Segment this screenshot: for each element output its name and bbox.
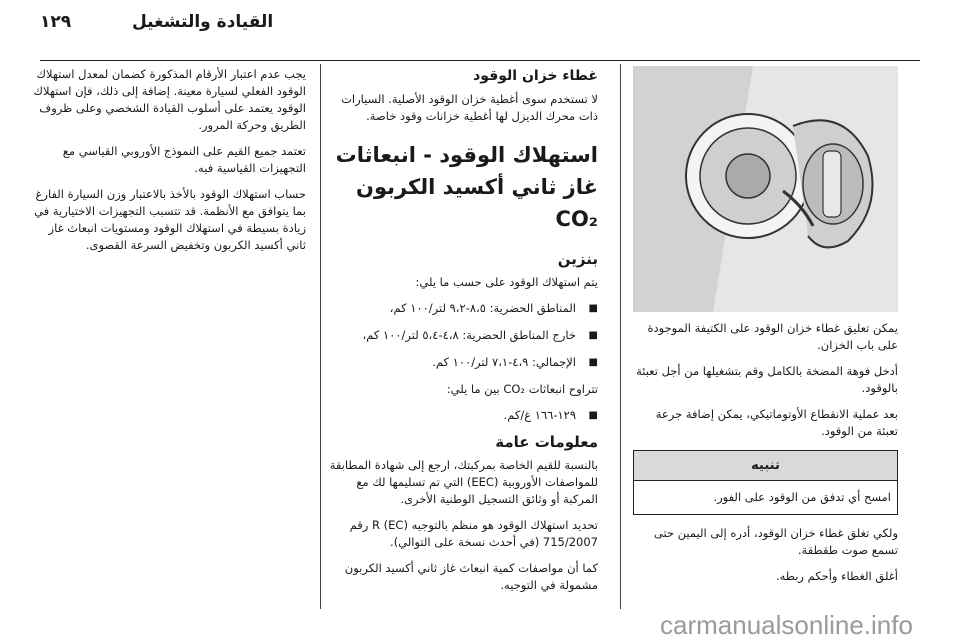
subheading-general: معلومات عامة <box>495 433 598 451</box>
paragraph: كما أن مواصفات كمية انبعاث غاز ثاني أكسيد الكربون مشمولة في التوجيه. <box>344 561 598 592</box>
emissions-list <box>328 407 598 424</box>
consumption-list <box>328 300 598 371</box>
paragraph: ولكي تغلق غطاء خزان الوقود، أدره إلى اليمين حتى تسمع صوت طقطقة. <box>653 526 898 557</box>
page-header <box>40 10 910 46</box>
header-rule <box>40 60 920 61</box>
column-right <box>633 66 898 594</box>
paragraph: بالنسبة للقيم الخاصة بمركبتك، ارجع إلى شهادة المطابقة للمواصفات الأوروبية (EEC) التي تم تسليمها لك مع المركبة أو وثائق التسجيل الوطنية الأخرى. <box>329 458 598 506</box>
paragraph: بعد عملية الانقطاع الأوتوماتيكي، يمكن إضافة جرعة تعبئة من الوقود. <box>655 407 898 438</box>
column-left <box>30 66 306 263</box>
fuel-door-open-cap-icon <box>633 66 898 312</box>
column-divider-right <box>620 64 621 609</box>
notice-title: تنبيه <box>634 451 897 481</box>
notice-body: امسح أي تدفق من الوقود على الفور. <box>713 490 891 504</box>
list-item: ■ ١٢٩-١٦٦ غ/كم. <box>328 407 598 424</box>
paragraph: يتم استهلاك الوقود على حسب ما يلي: <box>415 275 598 289</box>
paragraph: لا تستخدم سوى أغطية خزان الوقود الأصلية. السيارات ذات محرك الديزل لها أغطية خزانات وقود خاصة. <box>341 92 598 123</box>
running-title: القيادة والتشغيل <box>132 12 274 32</box>
notice-box <box>633 450 898 515</box>
paragraph: أغلق الغطاء وأحكم ربطه. <box>775 569 898 583</box>
section-heading: غطاء خزان الوقود <box>473 68 598 84</box>
subheading-petrol: بنزين <box>557 250 598 268</box>
list-item: ■ المناطق الحضرية: ٨،٥-٩،٢ لتر/١٠٠ كم، <box>328 300 598 317</box>
main-heading: استهلاك الوقود - انبعاثات غاز ثاني أكسيد الكربون CO₂ <box>335 143 598 231</box>
paragraph: تعتمد جميع القيم على النموذج الأوروبي القياسي مع التجهيزات القياسية فيه. <box>62 144 306 175</box>
fuel-door-figure <box>633 66 898 312</box>
paragraph: تتراوح انبعاثات CO₂ بين ما يلي: <box>446 382 598 396</box>
list-item: ■ خارج المناطق الحضرية: ٤،٨-٥،٤ لتر/١٠٠ كم، <box>328 327 598 344</box>
paragraph: يجب عدم اعتبار الأرقام المذكورة كضمان لمعدل استهلاك الوقود الفعلي لسيارة معينة. إضافة إلى ذلك، فإن استهلاك الوقود يعتمد على أسلوب القيادة الشخصي وعلى ظروف الطريق وحركة المرور. <box>33 67 306 132</box>
paragraph: يمكن تعليق غطاء خزان الوقود على الكتيفة الموجودة على باب الخزان. <box>647 321 898 352</box>
list-item: ■ الإجمالي: ٤،٩-٧،١ لتر/١٠٠ كم. <box>328 354 598 371</box>
column-divider-left <box>320 64 321 609</box>
page-number: ١٢٩ <box>40 12 72 32</box>
paragraph: حساب استهلاك الوقود بالأخذ بالاعتبار وزن السيارة الفارغ بما يتوافق مع الأنظمة. قد تتسبب التجهيزات الاختيارية في زيادة بسيطة في استهلاك الوقود ومستويات انبعاث غاز ثاني أكسيد الكربون وتخفيض السرعة القصوى. <box>34 187 306 252</box>
paragraph: أدخل فوهة المضخة بالكامل وقم بتشغيلها من أجل تعبئة بالوقود. <box>636 364 898 395</box>
paragraph: تحديد استهلاك الوقود هو منظم بالتوجيه (EC) R رقم 715/2007 (في أحدث نسخة على التوالي). <box>349 518 598 549</box>
column-middle <box>328 66 598 603</box>
watermark: carmanualsonline.info <box>660 610 913 640</box>
